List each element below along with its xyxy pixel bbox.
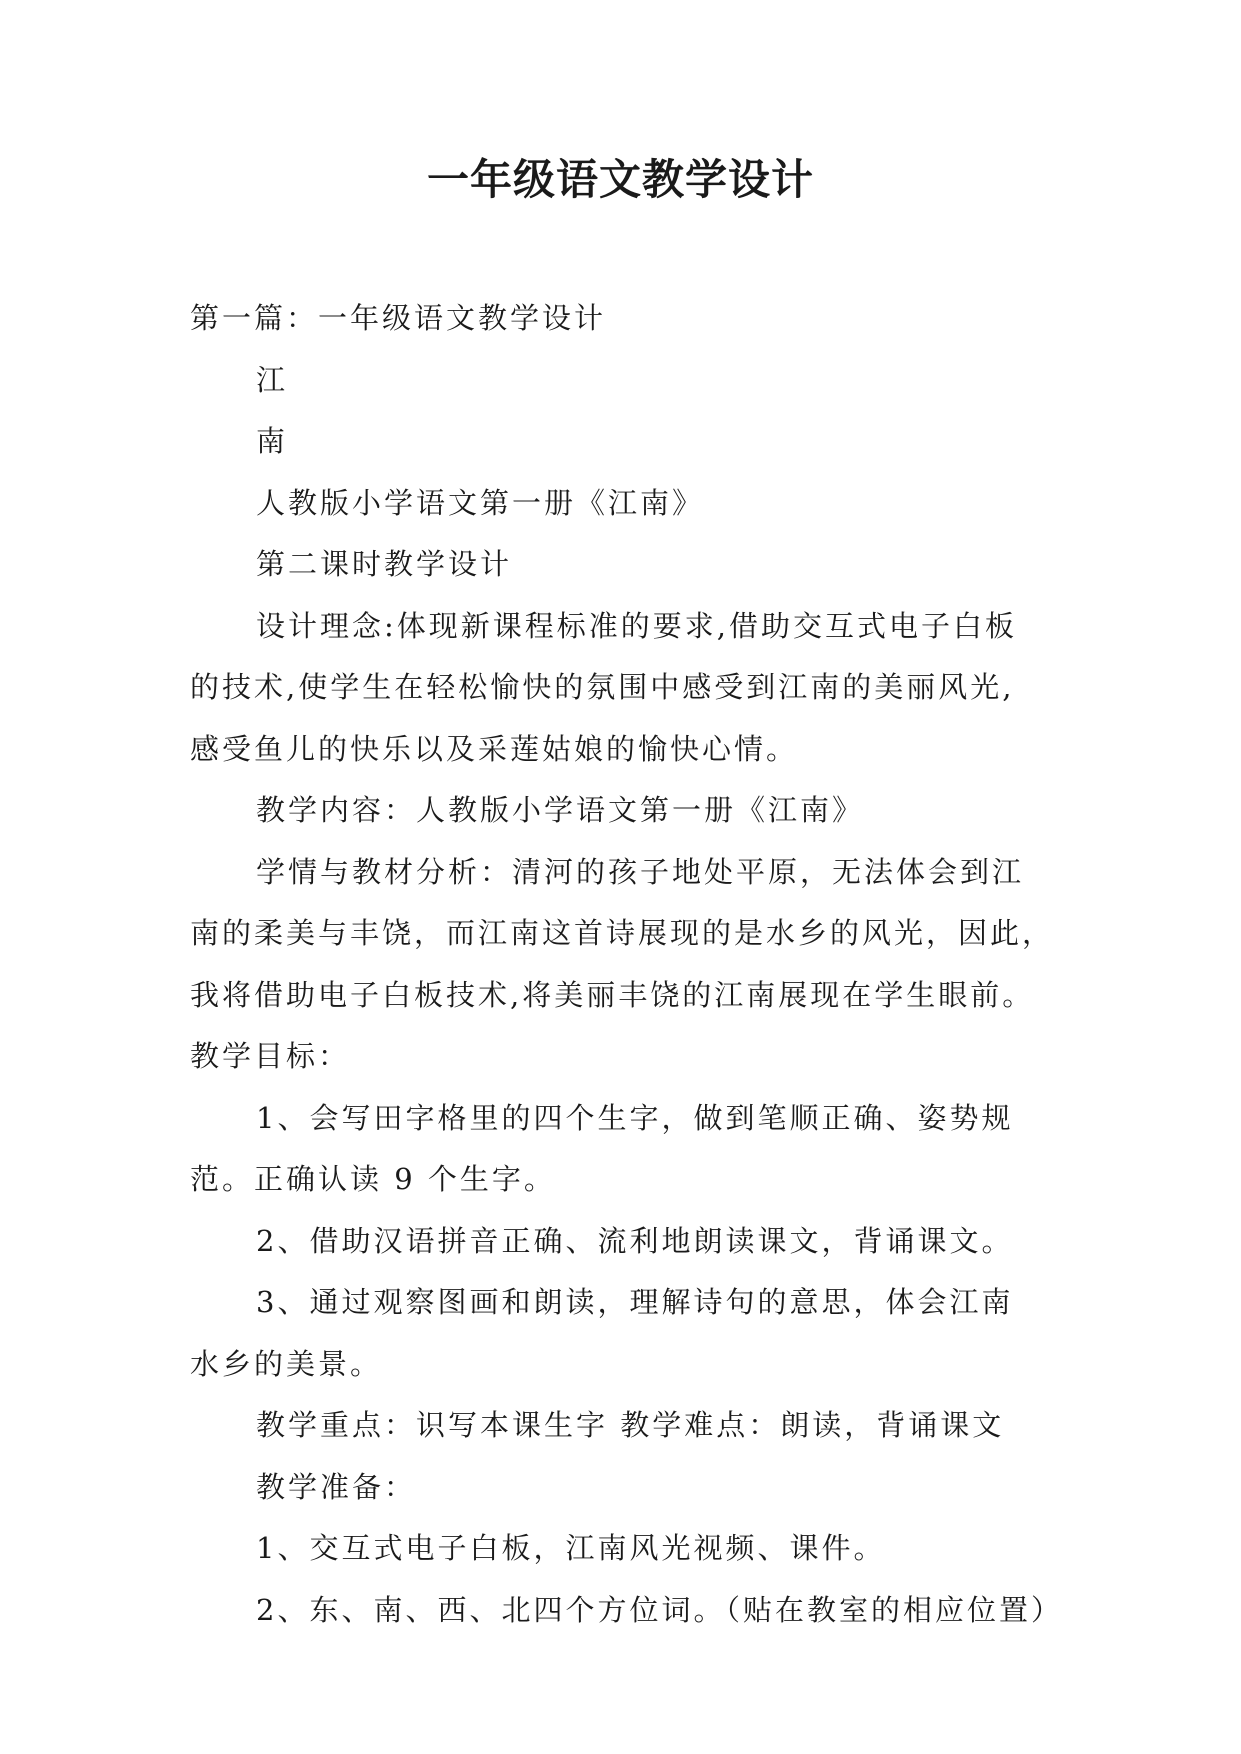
body-line: 教学重点：识写本课生字 教学难点：朗读，背诵课文 (256, 1408, 1005, 1442)
body-line: 1、交互式电子白板，江南风光视频、课件。 (256, 1531, 886, 1565)
body-line: 南 (256, 424, 289, 458)
body-line: 南的柔美与丰饶，而江南这首诗展现的是水乡的风光，因此， (190, 916, 1055, 950)
body-line: 1、会写田字格里的四个生字，做到笔顺正确、姿势规 (256, 1100, 1014, 1135)
body-line: 3、通过观察图画和朗读，理解诗句的意思，体会江南 (256, 1285, 1014, 1319)
body-line: 设计理念:体现新课程标准的要求,借助交互式电子白板 (256, 608, 1017, 643)
document-title: 一年级语文教学设计 (426, 155, 814, 204)
body-line: 教学目标： (190, 1039, 351, 1073)
body-line: 范。正确认读 9 个生字。 (190, 1162, 556, 1196)
body-line: 我将借助电子白板技术,将美丽丰饶的江南展现在学生眼前。 (190, 977, 1035, 1012)
body-line: 江 (256, 362, 289, 397)
body-line: 感受鱼儿的快乐以及采莲姑娘的愉快心情。 (190, 731, 799, 766)
body-line: 第二课时教学设计 (256, 547, 513, 581)
body-line: 教学内容：人教版小学语文第一册《江南》 (256, 793, 865, 827)
body-line: 水乡的美景。 (190, 1346, 383, 1381)
body-line: 教学准备： (256, 1469, 417, 1504)
body-line: 第一篇：一年级语文教学设计 (190, 301, 607, 335)
body-line: 2、东、南、西、北四个方位词。（贴在教室的相应位置） (256, 1592, 1063, 1627)
body-line: 人教版小学语文第一册《江南》 (256, 485, 705, 520)
body-line: 学情与教材分析：清河的孩子地处平原，无法体会到江 (256, 854, 1025, 889)
body-line: 2、借助汉语拼音正确、流利地朗读课文，背诵课文。 (256, 1223, 1014, 1258)
body-line: 的技术,使学生在轻松愉快的氛围中感受到江南的美丽风光, (190, 670, 1015, 704)
document-body (190, 288, 1065, 1641)
